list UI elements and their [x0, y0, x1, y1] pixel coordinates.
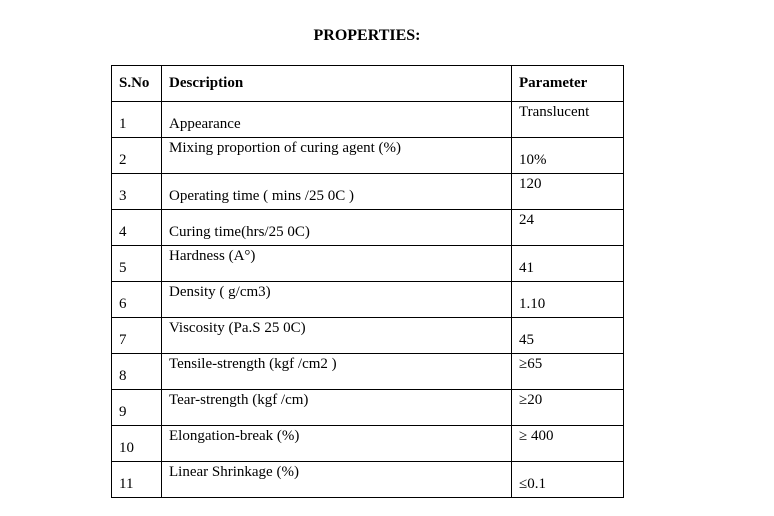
table-row: [112, 210, 624, 246]
cell-sno: 5: [112, 246, 162, 282]
page-title: PROPERTIES:: [313, 27, 421, 44]
cell-sno: 7: [112, 318, 162, 354]
table-row: [112, 318, 624, 354]
cell-parameter: 41: [512, 246, 624, 282]
cell-sno: 10: [112, 426, 162, 462]
table-header-row: [112, 66, 624, 102]
table-row: [112, 462, 624, 498]
table-row: [112, 246, 624, 282]
cell-parameter: 1.10: [512, 282, 624, 318]
cell-sno: 3: [112, 174, 162, 210]
cell-sno: 6: [112, 282, 162, 318]
table-row: [112, 102, 624, 138]
table-row: [112, 174, 624, 210]
cell-description: Tensile-strength (kgf /cm2 ): [162, 354, 512, 390]
cell-parameter: 120: [512, 174, 624, 210]
header-sno: S.No: [112, 66, 162, 102]
cell-description: Viscosity (Pa.S 25 0C): [162, 318, 512, 354]
header-description: Description: [162, 66, 512, 102]
cell-sno: 1: [112, 102, 162, 138]
cell-description: Density ( g/cm3): [162, 282, 512, 318]
properties-table: [111, 65, 624, 498]
cell-sno: 11: [112, 462, 162, 498]
cell-parameter: ≥65: [512, 354, 624, 390]
cell-sno: 8: [112, 354, 162, 390]
header-parameter: Parameter: [512, 66, 624, 102]
cell-parameter: 24: [512, 210, 624, 246]
cell-description: Operating time ( mins /25 0C ): [162, 174, 512, 210]
cell-sno: 2: [112, 138, 162, 174]
table-row: [112, 354, 624, 390]
cell-sno: 4: [112, 210, 162, 246]
cell-description: Linear Shrinkage (%): [162, 462, 512, 498]
table-row: [112, 282, 624, 318]
table-row: [112, 138, 624, 174]
cell-description: Curing time(hrs/25 0C): [162, 210, 512, 246]
cell-description: Appearance: [162, 102, 512, 138]
table-row: [112, 426, 624, 462]
cell-parameter: ≥ 400: [512, 426, 624, 462]
cell-description: Hardness (A°): [162, 246, 512, 282]
cell-parameter: 45: [512, 318, 624, 354]
cell-parameter: ≥20: [512, 390, 624, 426]
cell-parameter: ≤0.1: [512, 462, 624, 498]
cell-parameter: Translucent: [512, 102, 624, 138]
cell-description: Mixing proportion of curing agent (%): [162, 138, 512, 174]
table-row: [112, 390, 624, 426]
cell-sno: 9: [112, 390, 162, 426]
cell-description: Tear-strength (kgf /cm): [162, 390, 512, 426]
cell-description: Elongation-break (%): [162, 426, 512, 462]
cell-parameter: 10%: [512, 138, 624, 174]
